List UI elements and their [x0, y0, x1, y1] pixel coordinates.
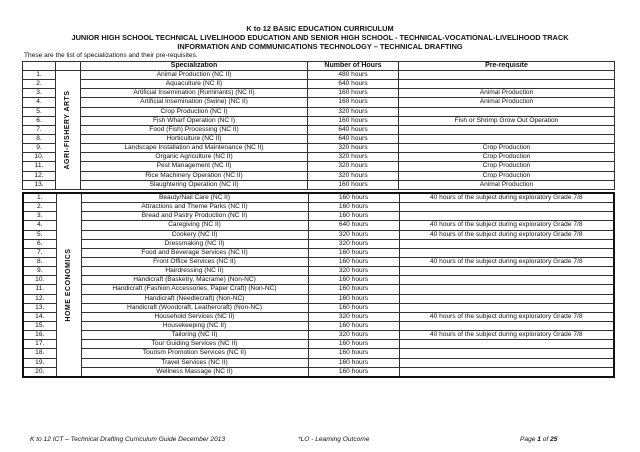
- prerequisite-cell: Animal Production: [399, 89, 615, 98]
- row-number: 20.: [23, 367, 56, 377]
- row-number: 4.: [23, 221, 56, 230]
- prerequisite-cell: Crop Production: [399, 153, 615, 162]
- hours-cell: 640 hours: [308, 134, 399, 143]
- specialization-cell: Tailoring (NC II): [81, 331, 308, 340]
- row-number: 2.: [23, 80, 56, 89]
- specialization-cell: Artificial Insemination (Swine) (NC II): [81, 98, 308, 107]
- row-number: 9.: [23, 144, 56, 153]
- row-number: 11.: [23, 162, 56, 171]
- specialization-cell: Handicraft (Basketry, Macrame) (Non-NC): [81, 276, 308, 285]
- specialization-cell: Organic Agriculture (NC II): [81, 153, 308, 162]
- row-number: 13.: [23, 303, 56, 312]
- prerequisite-cell: [399, 303, 614, 312]
- table-row: [23, 285, 614, 294]
- table-row: [23, 340, 614, 349]
- page-number: [520, 436, 557, 443]
- table-row: [23, 125, 615, 134]
- table-row: [23, 331, 614, 340]
- specialization-cell: Housekeeping (NC II): [81, 321, 308, 330]
- prerequisite-cell: 40 hours of the subject during exploratory Grade 7/8: [399, 331, 614, 340]
- hours-cell: 320 hours: [308, 153, 399, 162]
- specialization-cell: Aquaculture (NC II): [81, 80, 308, 89]
- prerequisite-cell: Animal Production: [399, 98, 615, 107]
- hours-cell: 320 hours: [308, 312, 399, 321]
- prerequisite-cell: Crop Production: [399, 144, 615, 153]
- hours-cell: 160 hours: [308, 367, 399, 377]
- hours-cell: 640 hours: [308, 80, 399, 89]
- prerequisite-cell: Crop Production: [399, 171, 615, 180]
- hours-cell: 160 hours: [308, 340, 399, 349]
- row-number: 19.: [23, 358, 56, 367]
- specialization-cell: Slaughtering Operation (NC II): [81, 180, 308, 189]
- row-number: 8.: [23, 134, 56, 143]
- spec-header: Specialization: [81, 62, 308, 71]
- page-label: Page: [520, 436, 538, 443]
- table-row: [23, 116, 615, 125]
- row-number: 5.: [23, 230, 56, 239]
- table-row: [23, 162, 615, 171]
- row-number: 16.: [23, 331, 56, 340]
- prerequisite-cell: 40 hours of the subject during exploratory Grade 7/8: [399, 257, 614, 266]
- table-row: [23, 294, 614, 303]
- row-number: 2.: [23, 203, 56, 212]
- specialization-cell: Rice Machinery Operation (NC II): [81, 171, 308, 180]
- prerequisite-cell: Animal Production: [399, 180, 615, 189]
- footer-note: *LO - Learning Outcome: [298, 436, 370, 443]
- row-number: 3.: [23, 89, 56, 98]
- hours-cell: 320 hours: [308, 239, 399, 248]
- prerequisite-cell: [399, 285, 614, 294]
- table-row: [23, 312, 614, 321]
- category-label: [56, 71, 81, 190]
- specialization-cell: Handicraft (Needlecraft) (Non-NC): [81, 294, 308, 303]
- prerequisite-cell: Fish or Shrimp Grow Out Operation: [399, 116, 615, 125]
- prerequisite-cell: [399, 267, 614, 276]
- hours-cell: 160 hours: [308, 303, 399, 312]
- specialization-cell: Fish Wharf Operation (NC I): [81, 116, 308, 125]
- table-row: [23, 221, 614, 230]
- row-number: 12.: [23, 294, 56, 303]
- row-number: 10.: [23, 276, 56, 285]
- hours-header: Number of Hours: [308, 62, 399, 71]
- hours-cell: 160 hours: [308, 257, 399, 266]
- hours-cell: 320 hours: [308, 107, 399, 116]
- prerequisite-cell: 40 hours of the subject during exploratory Grade 7/8: [399, 193, 614, 203]
- prerequisite-cell: 40 hours of the subject during exploratory Grade 7/8: [399, 221, 614, 230]
- table-row: [23, 71, 615, 80]
- row-number: 18.: [23, 349, 56, 358]
- prerequisite-cell: [399, 248, 614, 257]
- hours-cell: 160 hours: [308, 285, 399, 294]
- hours-cell: 320 hours: [308, 331, 399, 340]
- intro-text: These are the list of specializations and their pre-requisites.: [24, 52, 198, 59]
- specialization-cell: Handicraft (Woodcraft, Leathercraft) (Non-NC): [81, 303, 308, 312]
- prerequisite-cell: 40 hours of the subject during exploratory Grade 7/8: [399, 312, 614, 321]
- prerequisite-cell: [399, 321, 614, 330]
- specialization-cell: Crop Production (NC I): [81, 107, 308, 116]
- hours-cell: 480 hours: [308, 71, 399, 80]
- row-number: 10.: [23, 153, 56, 162]
- doc-title: K to 12 BASIC EDUCATION CURRICULUM: [246, 24, 394, 33]
- table-row: [23, 303, 614, 312]
- specialization-cell: Horticulture (NC II): [81, 134, 308, 143]
- table-row: [23, 89, 615, 98]
- table-row: [23, 144, 615, 153]
- table-row: [23, 193, 614, 203]
- specialization-cell: Household Services (NC II): [81, 312, 308, 321]
- prerequisite-cell: [399, 80, 615, 89]
- doc-subject: INFORMATION AND COMMUNICATIONS TECHNOLOGY – TECHNICAL DRAFTING: [177, 42, 463, 51]
- page-of: of: [540, 436, 551, 443]
- table-row: [23, 349, 614, 358]
- table-row: [23, 180, 615, 189]
- table-row: [23, 98, 615, 107]
- prerequisite-cell: Crop Production: [399, 162, 615, 171]
- hours-cell: 320 hours: [308, 144, 399, 153]
- prerequisite-cell: [399, 294, 614, 303]
- prerequisite-cell: [399, 358, 614, 367]
- hours-cell: 160 hours: [308, 98, 399, 107]
- table-row: [23, 248, 614, 257]
- hours-cell: 320 hours: [308, 162, 399, 171]
- table-row: [23, 212, 614, 221]
- page-total: 25: [550, 436, 558, 443]
- prerequisite-cell: [399, 134, 615, 143]
- table-row: [23, 239, 614, 248]
- category-label: [56, 193, 81, 377]
- hours-cell: 320 hours: [308, 171, 399, 180]
- row-number: 13.: [23, 180, 56, 189]
- specialization-cell: Handicraft (Fashion Accessories, Paper Craft) (Non-NC): [81, 285, 308, 294]
- prerequisite-cell: [399, 340, 614, 349]
- specialization-cell: Beauty/Nail Care (NC II): [81, 193, 308, 203]
- specialization-cell: Tourism Promotion Services (NC II): [81, 349, 308, 358]
- hours-cell: 160 hours: [308, 276, 399, 285]
- row-number: 14.: [23, 312, 56, 321]
- specialization-cell: Front Office Services (NC II): [81, 257, 308, 266]
- row-number: 7.: [23, 125, 56, 134]
- hours-cell: 160 hours: [308, 248, 399, 257]
- row-number: 11.: [23, 285, 56, 294]
- hours-cell: 320 hours: [308, 230, 399, 239]
- page-current: 1: [537, 436, 541, 443]
- specialization-cell: Food and Beverage Services (NC II): [81, 248, 308, 257]
- table-row: [23, 358, 614, 367]
- doc-subtitle: JUNIOR HIGH SCHOOL TECHNICAL LIVELIHOOD EDUCATION AND SENIOR HIGH SCHOOL - TECHNICAL-VOCATIONAL-LIVELIHOOD TRACK: [71, 33, 569, 42]
- row-number: 6.: [23, 239, 56, 248]
- hours-cell: 160 hours: [308, 321, 399, 330]
- specialization-cell: Attractions and Theme Parks (NC II): [81, 203, 308, 212]
- agri-fishery-table: [22, 70, 615, 190]
- row-number: 17.: [23, 340, 56, 349]
- row-number: 6.: [23, 116, 56, 125]
- prerequisite-cell: [399, 276, 614, 285]
- prerequisite-cell: [399, 349, 614, 358]
- hours-cell: 160 hours: [308, 203, 399, 212]
- hours-cell: 160 hours: [308, 294, 399, 303]
- prerequisite-cell: [399, 203, 614, 212]
- table-row: [23, 367, 614, 377]
- specialization-cell: Bread and Pastry Production (NC II): [81, 212, 308, 221]
- specialization-cell: Tour Guiding Services (NC II): [81, 340, 308, 349]
- row-number: 15.: [23, 321, 56, 330]
- home-economics-table: [22, 192, 615, 378]
- prerequisite-cell: [399, 239, 614, 248]
- table-row: [23, 267, 614, 276]
- prerequisite-cell: [399, 125, 615, 134]
- hours-cell: 160 hours: [308, 358, 399, 367]
- hours-cell: 160 hours: [308, 212, 399, 221]
- prerequisite-cell: [399, 212, 614, 221]
- prerequisite-cell: [399, 71, 615, 80]
- hours-cell: 160 hours: [308, 116, 399, 125]
- row-number: 7.: [23, 248, 56, 257]
- prerequisite-cell: 40 hours of the subject during exploratory Grade 7/8: [399, 230, 614, 239]
- row-number: 4.: [23, 98, 56, 107]
- table-row: [23, 230, 614, 239]
- category-name: AGRI-FISHERY ARTS: [64, 90, 71, 170]
- table-row: [23, 80, 615, 89]
- table-row: [23, 321, 614, 330]
- prerequisite-cell: [399, 107, 615, 116]
- prereq-header: Pre-requisite: [399, 62, 615, 71]
- specialization-cell: Travel Services (NC II): [81, 358, 308, 367]
- hours-cell: 160 hours: [308, 180, 399, 189]
- specialization-cell: Hairdressing (NC II): [81, 267, 308, 276]
- hours-cell: 160 hours: [308, 193, 399, 203]
- hours-cell: 640 hours: [308, 125, 399, 134]
- hours-cell: 160 hours: [308, 349, 399, 358]
- footer-left: K to 12 ICT – Technical Drafting Curriculum Guide December 2013: [30, 436, 226, 443]
- table-row: [23, 153, 615, 162]
- specialization-cell: Cookery (NC II): [81, 230, 308, 239]
- table-row: [23, 257, 614, 266]
- specialization-cell: Landscape Installation and Maintenance (NC II): [81, 144, 308, 153]
- hours-cell: 320 hours: [308, 267, 399, 276]
- row-number: 3.: [23, 212, 56, 221]
- specialization-cell: Artificial Insemination (Ruminants) (NC II): [81, 89, 308, 98]
- specialization-cell: Animal Production (NC II): [81, 71, 308, 80]
- specialization-cell: Caregiving (NC II): [81, 221, 308, 230]
- hours-cell: 160 hours: [308, 89, 399, 98]
- specialization-cell: Dressmaking (NC II): [81, 239, 308, 248]
- specialization-cell: Wellness Massage (NC II): [81, 367, 308, 377]
- table-row: [23, 107, 615, 116]
- row-number: 1.: [23, 71, 56, 80]
- hours-cell: 640 hours: [308, 221, 399, 230]
- row-number: 1.: [23, 193, 56, 203]
- row-number: 5.: [23, 107, 56, 116]
- row-number: 12.: [23, 171, 56, 180]
- specialization-cell: Food (Fish) Processing (NC II): [81, 125, 308, 134]
- specialization-cell: Pest Management (NC II): [81, 162, 308, 171]
- category-name: HOME ECONOMICS: [64, 248, 72, 322]
- table-row: [23, 134, 615, 143]
- table-row: [23, 276, 614, 285]
- table-row: [23, 171, 615, 180]
- prerequisite-cell: [399, 367, 614, 377]
- row-number: 9.: [23, 267, 56, 276]
- table-row: [23, 203, 614, 212]
- row-number: 8.: [23, 257, 56, 266]
